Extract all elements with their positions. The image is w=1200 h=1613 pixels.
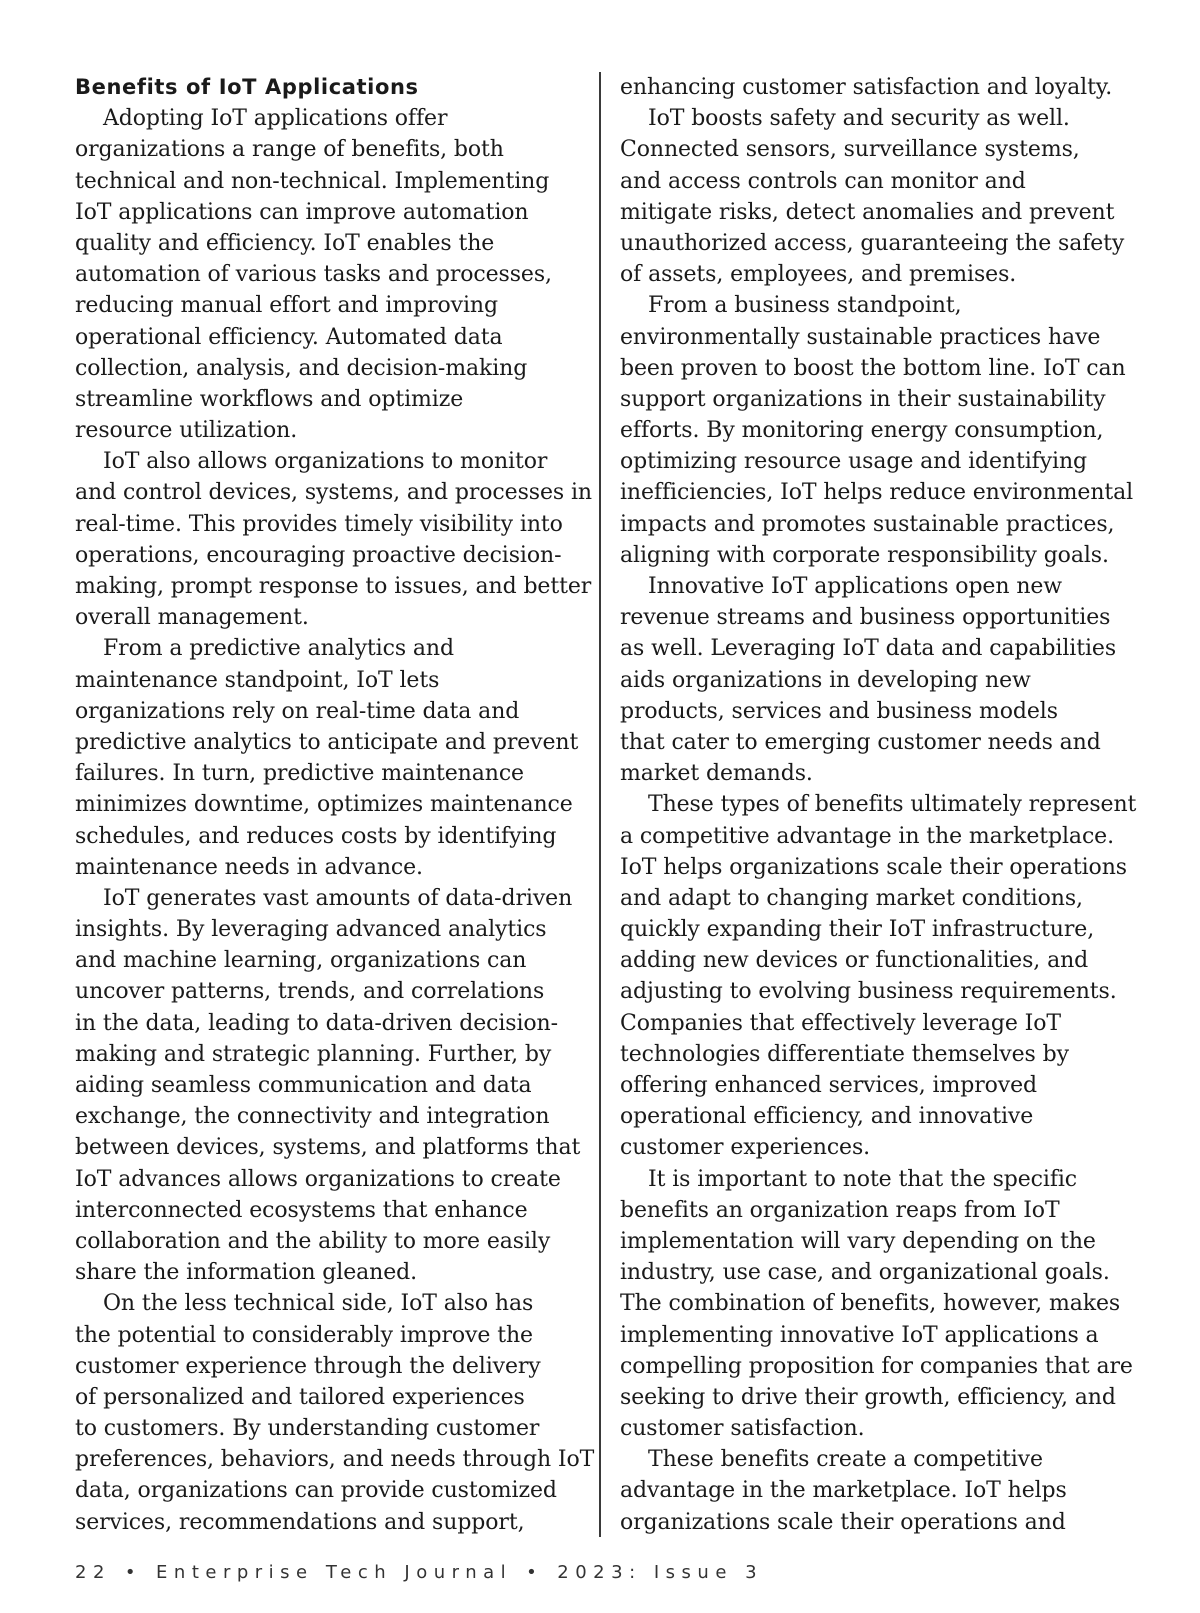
text-line: technologies differentiate themselves by <box>620 1041 1069 1067</box>
text-line: and access controls can monitor and <box>620 168 1026 194</box>
text-line: maintenance needs in advance. <box>75 854 423 880</box>
text-line: customer satisfaction. <box>620 1416 865 1442</box>
text-line: efforts. By monitoring energy consumption, <box>620 418 1104 444</box>
text-line: between devices, systems, and platforms that <box>75 1135 581 1161</box>
text-line: enhancing customer satisfaction and loyalty. <box>620 75 1113 100</box>
text-line: aids organizations in developing new <box>620 667 1031 693</box>
text-line: aiding seamless communication and data <box>75 1073 532 1098</box>
text-line: implementing innovative IoT applications a <box>620 1322 1099 1348</box>
text-line: organizations scale their operations and <box>620 1509 1066 1535</box>
text-line: On the less technical side, IoT also has <box>103 1291 534 1317</box>
text-line: unauthorized access, guaranteeing the safety <box>620 230 1125 256</box>
text-line: data, organizations can provide customized <box>75 1478 557 1504</box>
text-line: adding new devices or functionalities, and <box>620 948 1089 974</box>
text-line: mitigate risks, detect anomalies and prevent <box>620 199 1115 225</box>
text-line: making, prompt response to issues, and better <box>75 574 592 599</box>
page-footer <box>75 1562 763 1583</box>
text-line: minimizes downtime, optimizes maintenance <box>75 792 573 818</box>
text-line: support organizations in their sustainability <box>620 386 1106 412</box>
text-line: From a business standpoint, <box>648 293 962 319</box>
text-line: advantage in the marketplace. IoT helps <box>620 1478 1067 1504</box>
text-line: and adapt to changing market conditions, <box>620 885 1083 911</box>
text-line: customer experiences. <box>620 1135 871 1161</box>
text-line: customer experience through the delivery <box>75 1353 541 1379</box>
text-line: organizations rely on real-time data and <box>75 698 520 724</box>
publication-name: Enterprise Tech Journal <box>156 1562 513 1583</box>
text-line: inefficiencies, IoT helps reduce environmental <box>620 480 1134 506</box>
text-line: real-time. This provides timely visibility into <box>75 511 563 537</box>
text-line: Companies that effectively leverage IoT <box>620 1010 1061 1036</box>
text-line: schedules, and reduces costs by identifying <box>75 823 557 849</box>
text-line: IoT also allows organizations to monitor <box>103 449 548 475</box>
text-line: predictive analytics to anticipate and prevent <box>75 729 579 755</box>
text-line: benefits an organization reaps from IoT <box>620 1197 1060 1223</box>
text-line: share the information gleaned. <box>75 1260 418 1286</box>
text-line: that cater to emerging customer needs and <box>620 729 1101 755</box>
text-line: of assets, employees, and premises. <box>620 262 1017 288</box>
text-line: offering enhanced services, improved <box>620 1073 1037 1098</box>
text-line: industry, use case, and organizational goals. <box>620 1260 1110 1286</box>
text-line: technical and non-technical. Implementing <box>75 168 550 194</box>
text-line: been proven to boost the bottom line. IoT can <box>620 355 1126 381</box>
text-line: The combination of benefits, however, makes <box>620 1291 1121 1317</box>
text-line: of personalized and tailored experiences <box>75 1384 525 1410</box>
text-line: in the data, leading to data-driven decision- <box>75 1010 558 1036</box>
footer-separator: • <box>124 1562 143 1583</box>
text-line: seeking to drive their growth, efficiency, and <box>620 1384 1116 1410</box>
text-line: environmentally sustainable practices have <box>620 324 1101 350</box>
issue-label: 2023: Issue 3 <box>557 1562 764 1583</box>
text-line: It is important to note that the specific <box>648 1166 1078 1192</box>
text-line: aligning with corporate responsibility goals. <box>620 542 1109 568</box>
text-line: collection, analysis, and decision-making <box>75 355 528 381</box>
text-line: operations, encouraging proactive decision- <box>75 542 562 568</box>
text-line: streamline workflows and optimize <box>75 386 464 412</box>
text-line: quality and efficiency. IoT enables the <box>75 230 495 256</box>
text-line: IoT generates vast amounts of data-driven <box>103 885 573 911</box>
text-line: compelling proposition for companies that are <box>620 1353 1133 1379</box>
text-line: IoT helps organizations scale their operations <box>620 854 1127 880</box>
text-line: and control devices, systems, and processes in <box>75 480 592 506</box>
text-line: to customers. By understanding customer <box>75 1416 540 1442</box>
text-line: resource utilization. <box>75 418 298 444</box>
text-line: overall management. <box>75 605 309 631</box>
text-line: Adopting IoT applications offer <box>103 106 448 132</box>
text-line: interconnected ecosystems that enhance <box>75 1197 528 1223</box>
text-line: implementation will vary depending on the <box>620 1228 1096 1254</box>
text-line: These benefits create a competitive <box>648 1447 1043 1473</box>
right-column-body <box>620 72 1137 1538</box>
text-line: revenue streams and business opportunities <box>620 605 1111 631</box>
left-column <box>75 72 595 1538</box>
text-line: as well. Leveraging IoT data and capabilities <box>620 636 1117 662</box>
left-column-body <box>75 103 595 1538</box>
text-line: making and strategic planning. Further, by <box>75 1041 552 1067</box>
text-line: From a predictive analytics and <box>103 636 454 662</box>
column-divider <box>599 72 601 1537</box>
text-line: uncover patterns, trends, and correlations <box>75 979 545 1005</box>
text-line: Connected sensors, surveillance systems, <box>620 137 1080 163</box>
text-line: operational efficiency, and innovative <box>620 1104 1034 1130</box>
text-line: IoT boosts safety and security as well. <box>648 106 1070 132</box>
text-line: products, services and business models <box>620 698 1058 724</box>
text-line: IoT advances allows organizations to create <box>75 1166 561 1192</box>
text-line: exchange, the connectivity and integration <box>75 1104 550 1130</box>
text-line: maintenance standpoint, IoT lets <box>75 667 440 693</box>
text-line: a competitive advantage in the marketplace. <box>620 823 1114 849</box>
text-line: the potential to considerably improve the <box>75 1322 533 1348</box>
text-line: adjusting to evolving business requirements. <box>620 979 1117 1005</box>
text-line: collaboration and the ability to more easily <box>75 1228 551 1254</box>
text-line: These types of benefits ultimately represent <box>648 792 1137 818</box>
text-line: failures. In turn, predictive maintenance <box>75 761 524 787</box>
text-line: preferences, behaviors, and needs through IoT <box>75 1447 595 1473</box>
footer-separator: • <box>526 1562 544 1583</box>
text-line: optimizing resource usage and identifying <box>620 449 1088 475</box>
text-line: impacts and promotes sustainable practices, <box>620 511 1115 537</box>
text-line: and machine learning, organizations can <box>75 948 527 974</box>
text-line: automation of various tasks and processes, <box>75 262 552 288</box>
right-column <box>620 72 1137 1538</box>
text-line: organizations a range of benefits, both <box>75 137 504 163</box>
text-line: market demands. <box>620 761 813 787</box>
text-line: operational efficiency. Automated data <box>75 324 503 350</box>
text-line: services, recommendations and support, <box>75 1509 525 1535</box>
text-line: reducing manual effort and improving <box>75 293 498 319</box>
text-line: quickly expanding their IoT infrastructure, <box>620 917 1095 943</box>
text-line: Innovative IoT applications open new <box>648 574 1063 599</box>
text-line: insights. By leveraging advanced analytics <box>75 917 547 943</box>
text-line: IoT applications can improve automation <box>75 199 529 225</box>
section-heading: Benefits of IoT Applications <box>75 75 419 99</box>
page-number: 22 <box>75 1562 111 1583</box>
